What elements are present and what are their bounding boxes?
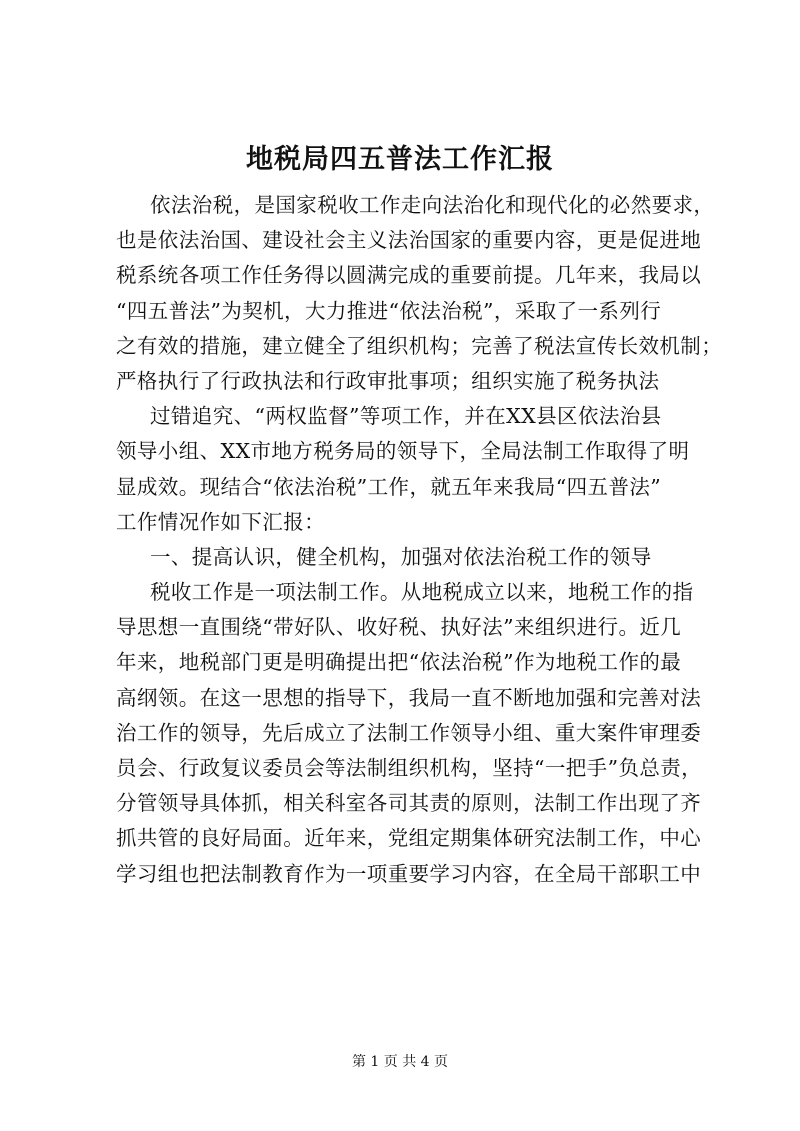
text-line: 也是依法治国、建设社会主义法治国家的重要内容，更是促进地	[116, 228, 702, 253]
text-line: 依法治税，是国家税收工作走向法治化和现代化的必然要求，	[150, 193, 715, 217]
text-line: 导思想一直围绕“带好队、收好税、执好法”来组织进行。近几	[116, 615, 682, 640]
text-line: 治工作的领导，先后成立了法制工作领导小组、重大案件审理委	[116, 720, 702, 745]
text-line: 过错追究、“两权监督”等项工作，并在XX县区依法治县	[150, 404, 662, 429]
document-title: 地税局四五普法工作汇报	[246, 144, 554, 175]
document-body	[116, 188, 723, 892]
text-line: 税系统各项工作任务得以圆满完成的重要前提。几年来，我局以	[116, 263, 702, 288]
text-line: 年来，地税部门更是明确提出把“依法治税”作为地税工作的最	[116, 650, 682, 675]
text-line: 抓共管的良好局面。近年来，党组定期集体研究法制工作，中心	[116, 826, 702, 851]
text-line: 工作情况作如下汇报：	[116, 509, 325, 534]
page-footer: 第 1 页 共 4 页	[351, 1054, 449, 1070]
text-line: 领导小组、XX市地方税务局的领导下，全局法制工作取得了明	[116, 439, 690, 464]
text-line: 显成效。现结合“依法治税”工作，就五年来我局“四五普法”	[116, 474, 662, 499]
text-line: 严格执行了行政执法和行政审批事项；组织实施了税务执法	[116, 368, 660, 393]
text-line: 分管领导具体抓，相关科室各司其责的原则，法制工作出现了齐	[116, 791, 702, 816]
text-line: 之有效的措施，建立健全了组织机构；完善了税法宣传长效机制；	[116, 333, 723, 358]
text-line: 学习组也把法制教育作为一项重要学习内容，在全局干部职工中	[116, 861, 702, 886]
text-line: 员会、行政复议委员会等法制组织机构，坚持“一把手”负总责，	[116, 756, 703, 780]
section-heading: 一、提高认识，健全机构，加强对依法治税工作的领导	[150, 544, 652, 569]
text-line: “四五普法”为契机，大力推进“依法治税”，采取了一系列行	[116, 298, 662, 323]
text-line: 税收工作是一项法制工作。从地税成立以来，地税工作的指	[150, 580, 694, 605]
text-line: 高纲领。在这一思想的指导下，我局一直不断地加强和完善对法	[116, 685, 702, 710]
